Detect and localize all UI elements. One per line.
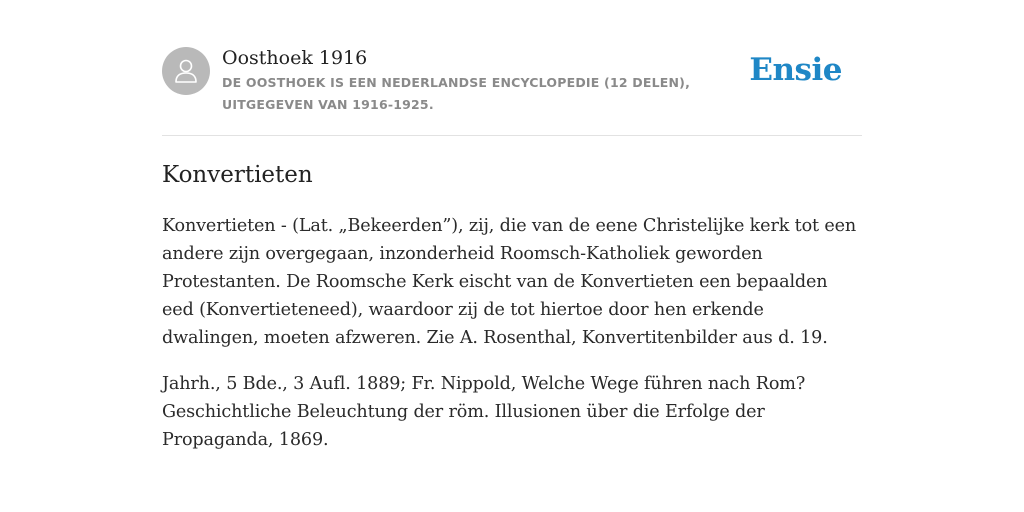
- source-description: DE OOSTHOEK IS EEN NEDERLANDSE ENCYCLOPEDIE (12 DELEN), UITGEGEVEN VAN 1916-1925.: [222, 75, 691, 112]
- page-container: [162, 0, 862, 472]
- source-name[interactable]: Oosthoek 1916: [222, 47, 368, 69]
- ensie-logo[interactable]: Ensie: [749, 52, 842, 88]
- avatar[interactable]: [162, 47, 210, 95]
- entry-paragraph: Konvertieten - (Lat. „Bekeerden”), zij, die van de eene Christelijke kerk tot een andere zijn overgegaan, inzonderheid Roomsch-Katholiek geworden Protestanten. De Roomsche Kerk eischt van de Konvertieten een bepaalden eed (Konvertieteneed), waardoor zij de tot hiertoe door hen erkende dwalingen, moeten afzweren. Zie A. Rosenthal, Konvertitenbilder aus d. 19.: [162, 216, 857, 348]
- user-icon: [171, 56, 201, 86]
- entry-paragraph: Jahrh., 5 Bde., 3 Aufl. 1889; Fr. Nippold, Welche Wege führen nach Rom? Geschichtliche Beleuchtung der röm. Illusionen über die Erfolge der Propaganda, 1869.: [162, 374, 806, 450]
- source-header: [162, 0, 862, 136]
- entry-body: [162, 212, 862, 454]
- entry-title: Konvertieten: [162, 162, 313, 188]
